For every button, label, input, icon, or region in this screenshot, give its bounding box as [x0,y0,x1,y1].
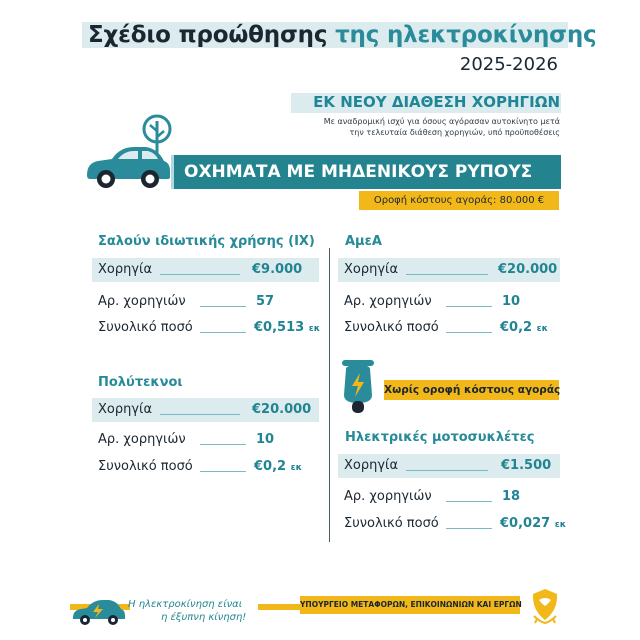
leader-line [406,274,488,275]
slogan-line-2: η έξυπνη κίνηση! [161,612,247,623]
large-families-grant-row [92,398,319,422]
disabled-grant-row [338,258,560,282]
grant-label: Χορηγία [344,262,399,277]
electric-scooter-icon [338,355,378,415]
motorcycles-total-row [338,512,567,536]
grant-value: €1.500 [501,458,552,473]
total-label: Συνολικό ποσό [98,459,193,474]
cyprus-crest-icon [528,586,562,626]
grant-value: €9.000 [252,262,303,277]
column-divider [329,248,330,542]
grant-label: Χορηγία [98,262,153,277]
disabled-count-row [338,290,560,314]
saloon-title: Σαλούν ιδιωτικής χρήσης (ΙΧ) [98,234,315,249]
total-label: Συνολικό ποσό [344,320,439,335]
leader-line [200,444,246,445]
leader-line [446,501,492,502]
count-value: 10 [256,432,275,447]
total-value: €0,513 [254,320,305,335]
leader-line [446,332,492,333]
electric-car-icon [69,594,127,626]
saloon-grant-row [92,258,319,282]
count-label: Αρ. χορηγιών [98,432,186,447]
count-label: Αρ. χορηγιών [98,294,186,309]
title-main: Σχέδιο προώθησης [88,22,336,48]
grant-label: Χορηγία [344,458,399,473]
title-accent: της ηλεκτροκίνησης [335,22,597,48]
grant-value: €20.000 [252,402,312,417]
saloon-count-row [92,290,319,314]
subtitle: ΕΚ ΝΕΟΥ ΔΙΑΘΕΣΗ ΧΟΡΗΓΙΩΝ [313,93,560,111]
total-value: €0,2 [500,320,533,335]
no-ceiling-badge: Χωρίς οροφή κόστους αγοράς [384,380,559,400]
disabled-title: ΑμεΑ [345,234,382,249]
footer-slogan [128,598,246,624]
total-label: Συνολικό ποσό [344,516,439,531]
footer-stripe-mid [258,604,300,610]
count-label: Αρ. χορηγιών [344,294,432,309]
total-unit: εκ [308,324,321,334]
zero-emission-title: ΟΧΗΜΑΤΑ ΜΕ ΜΗΔΕΝΙΚΟΥΣ ΡΥΠΟΥΣ [184,162,533,182]
large-families-count-row [92,428,319,452]
saloon-total-row [92,316,319,340]
leader-line [446,306,492,307]
count-label: Αρ. χορηγιών [344,489,432,504]
leader-line [200,471,246,472]
leader-line [200,332,246,333]
disabled-total-row [338,316,560,340]
leader-line [200,306,246,307]
note-line-1: Με αναδρομική ισχύ για όσους αγόρασαν αυτοκίνητο μετά [323,117,560,126]
count-value: 18 [502,489,521,504]
total-unit: εκ [554,520,567,530]
grant-label: Χορηγία [98,402,153,417]
total-value: €0,027 [500,516,551,531]
count-value: 57 [256,294,275,309]
note-line-2: την τελευταία διάθεση χορηγιών, υπό προϋποθέσεις [349,128,560,137]
motorcycles-count-row [338,485,560,509]
car-with-tree-icon [84,113,174,193]
purchase-ceiling-badge: Οροφή κόστους αγοράς: 80.000 € [359,191,559,210]
large-families-total-row [92,455,319,479]
total-value: €0,2 [254,459,287,474]
total-unit: εκ [290,463,303,473]
slogan-line-1: Η ηλεκτροκίνηση είναι [128,599,243,610]
motorcycles-grant-row [338,454,560,478]
count-value: 10 [502,294,521,309]
grant-value: €20.000 [498,262,558,277]
retroactive-note [270,116,560,138]
page-title [88,22,596,48]
leader-line [406,470,488,471]
leader-line [160,274,240,275]
ministry-label: ΥΠΟΥΡΓΕΙΟ ΜΕΤΑΦΟΡΩΝ, ΕΠΙΚΟΙΝΩΝΙΩΝ ΚΑΙ ΕΡΓΩΝ [300,596,520,614]
years: 2025-2026 [459,54,558,75]
total-unit: εκ [536,324,549,334]
motorcycles-title: Ηλεκτρικές μοτοσυκλέτες [345,430,535,445]
leader-line [160,414,240,415]
large-families-title: Πολύτεκνοι [98,375,183,390]
leader-line [446,528,492,529]
total-label: Συνολικό ποσό [98,320,193,335]
